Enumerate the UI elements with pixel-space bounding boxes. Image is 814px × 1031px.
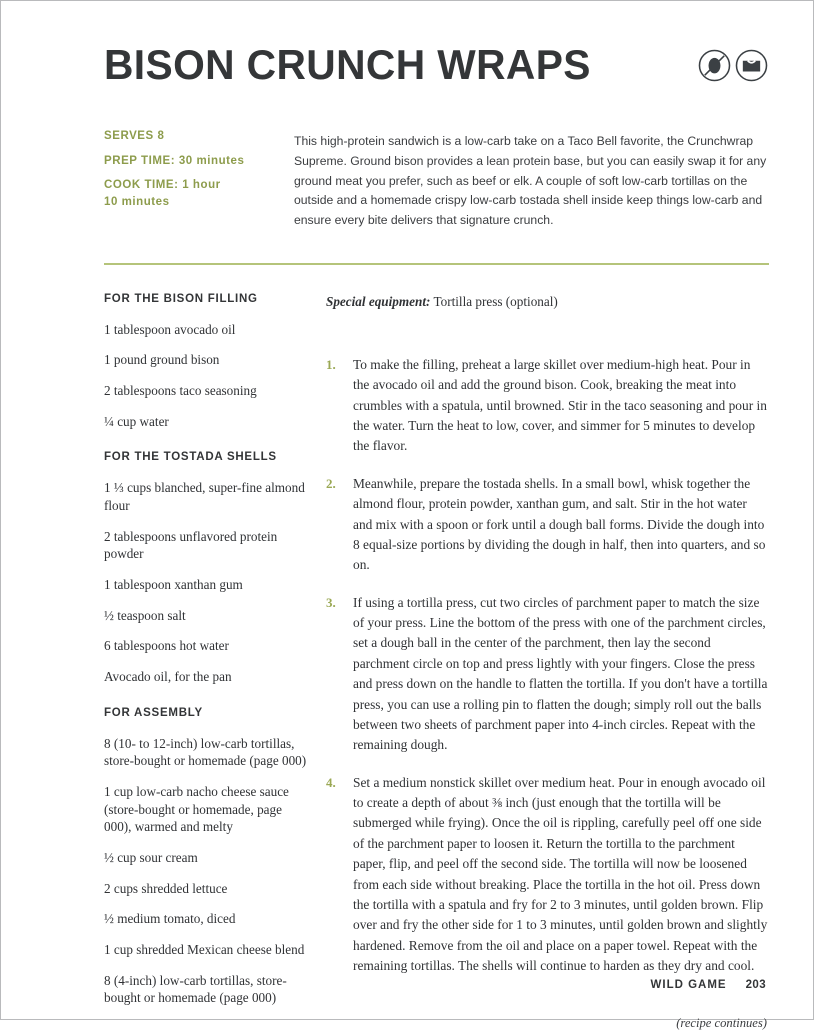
special-equipment-label: Special equipment: (326, 293, 431, 309)
step-number: 2. (326, 475, 336, 491)
footer-section-title: WILD GAME (650, 979, 727, 991)
ingredient-item: Avocado oil, for the pan (104, 669, 232, 685)
ingredient-section-heading: FOR THE TOSTADA SHELLS (104, 451, 277, 464)
ingredient-section (104, 293, 307, 431)
steps-list (326, 355, 769, 977)
freezer-container-icon (735, 49, 768, 82)
recipe-intro: This high-protein sandwich is a low-carb take on a Taco Bell favorite, the Crunchwrap Supreme. Ground bison provides a lean protein base, but you can easily swap it for any ground meat you prefer, such as beef or elk. A couple of soft low-carb tortillas on the outside and a homemade crispy low-carb tostada shell inside keep things low-carb and ensure every bite delivers that signature crunch. (294, 134, 767, 228)
ingredient-item: 8 (4-inch) low-carb tortillas, store-bought or homemade (page 000) (104, 972, 287, 1006)
ingredient-item: ½ teaspoon salt (104, 607, 186, 623)
step-text: Set a medium nonstick skillet over medium heat. Pour in enough avocado oil to create a depth of about ⅜ inch (just enough that the tortilla will be submerged while frying). Once the oil is rippling, carefully peel off one side of the parchment paper to loosen it. Return the tortilla to the parchment paper, flip, and peel off the second side. The tortilla will now be loosened from each side without breaking. Place the tortilla in the hot oil. Press down the tortilla with a spatula and fry for 2 to 3 minutes, until golden brown. Flip over and fry the other side for 1 to 3 minutes, until golden brown and slightly hardened. Remove from the oil and place on a paper towel. Repeat with the remaining tortillas. The shells will continue to harden as they dry and cool. (353, 774, 768, 973)
ingredient-section (104, 451, 307, 685)
ingredient-item: 1 cup shredded Mexican cheese blend (104, 942, 305, 958)
ingredient-item: ¼ cup water (104, 413, 169, 429)
dietary-badges (698, 49, 769, 82)
step-item (326, 593, 769, 756)
ingredient-item: ½ cup sour cream (104, 850, 198, 865)
recipe-continues-note: (recipe continues) (676, 1016, 767, 1031)
special-equipment-value: Tortilla press (optional) (430, 293, 558, 309)
prep-time-line: PREP TIME: 30 minutes (104, 154, 245, 167)
ingredient-section (104, 707, 307, 1007)
page-content (104, 1, 769, 1031)
header-divider (104, 263, 769, 265)
cook-time-overflow: 10 minutes (104, 195, 170, 208)
ingredients-column (104, 293, 317, 1031)
step-item (326, 773, 769, 977)
page-footer (651, 979, 766, 991)
ingredient-item: 1 tablespoon xanthan gum (104, 577, 243, 593)
cook-time-line (104, 180, 294, 208)
ingredient-item: 2 tablespoons unflavored protein powder (104, 528, 278, 562)
meta-and-intro (104, 131, 769, 231)
step-number: 1. (326, 356, 336, 372)
ingredient-item: 2 cups shredded lettuce (104, 880, 228, 896)
recipe-body (104, 293, 769, 1031)
footer-page-number: 203 (745, 979, 766, 991)
step-number: 3. (326, 594, 336, 610)
special-equipment-note (326, 293, 769, 311)
ingredient-item: ½ medium tomato, diced (104, 911, 236, 927)
serves-line: SERVES 8 (104, 130, 165, 143)
ingredient-item: 1 cup low-carb nacho cheese sauce (store-bought or homemade, page 000), warmed and melty (104, 783, 289, 835)
ingredient-section-heading: FOR ASSEMBLY (104, 706, 203, 719)
step-text: To make the filling, preheat a large skillet over medium-high heat. Pour in the avocado oil and add the ground bison. Cook, breaking the meat into crumbles with a spatula, until browned. Stir in the taco seasoning and pour in the water. Turn the heat to low, cover, and simmer for 5 minutes to develop the flavor. (353, 356, 767, 454)
step-item (326, 355, 769, 457)
ingredient-item: 1 pound ground bison (104, 352, 220, 368)
egg-free-icon (698, 49, 731, 82)
title-row (104, 43, 769, 87)
step-text: Meanwhile, prepare the tostada shells. In a small bowl, whisk together the almond flour, protein powder, xanthan gum, and salt. Stir in the hot water and mix with a spoon or fork until a dough ball forms. Divide the dough into 8 equal-size portions by dividing the dough in half, then into quarters, and so on. (353, 475, 766, 573)
ingredient-item: 1 tablespoon avocado oil (104, 321, 236, 337)
ingredient-item: 6 tablespoons hot water (104, 638, 229, 654)
ingredient-item: 8 (10- to 12-inch) low-carb tortillas, store-bought or homemade (page 000) (104, 735, 307, 769)
step-number: 4. (326, 774, 336, 790)
page-title: BISON CRUNCH WRAPS (104, 41, 591, 88)
ingredient-section-heading: FOR THE BISON FILLING (104, 292, 258, 305)
recipe-meta (104, 131, 294, 231)
ingredient-item: 2 tablespoons taco seasoning (104, 383, 257, 399)
directions-column (317, 293, 769, 1031)
step-item (326, 474, 769, 576)
step-text: If using a tortilla press, cut two circles of parchment paper to match the size of your press. Line the bottom of the press with one of the parchment circles, set a dough ball in the center of the parchment, then lay the second parchment circle on top and press lightly with your fingers. Close the press and press down on the handle to flatten the tortilla. If you don't have a tortilla press, you can use a rolling pin to flatten the dough; simply roll out the balls between two sheets of parchment paper into 4-inch circles. Repeat with the remaining dough. (353, 594, 768, 753)
cook-time-label: COOK TIME: 1 hour (104, 179, 221, 192)
ingredient-item: 1 ⅓ cups blanched, super-fine almond flour (104, 480, 305, 513)
